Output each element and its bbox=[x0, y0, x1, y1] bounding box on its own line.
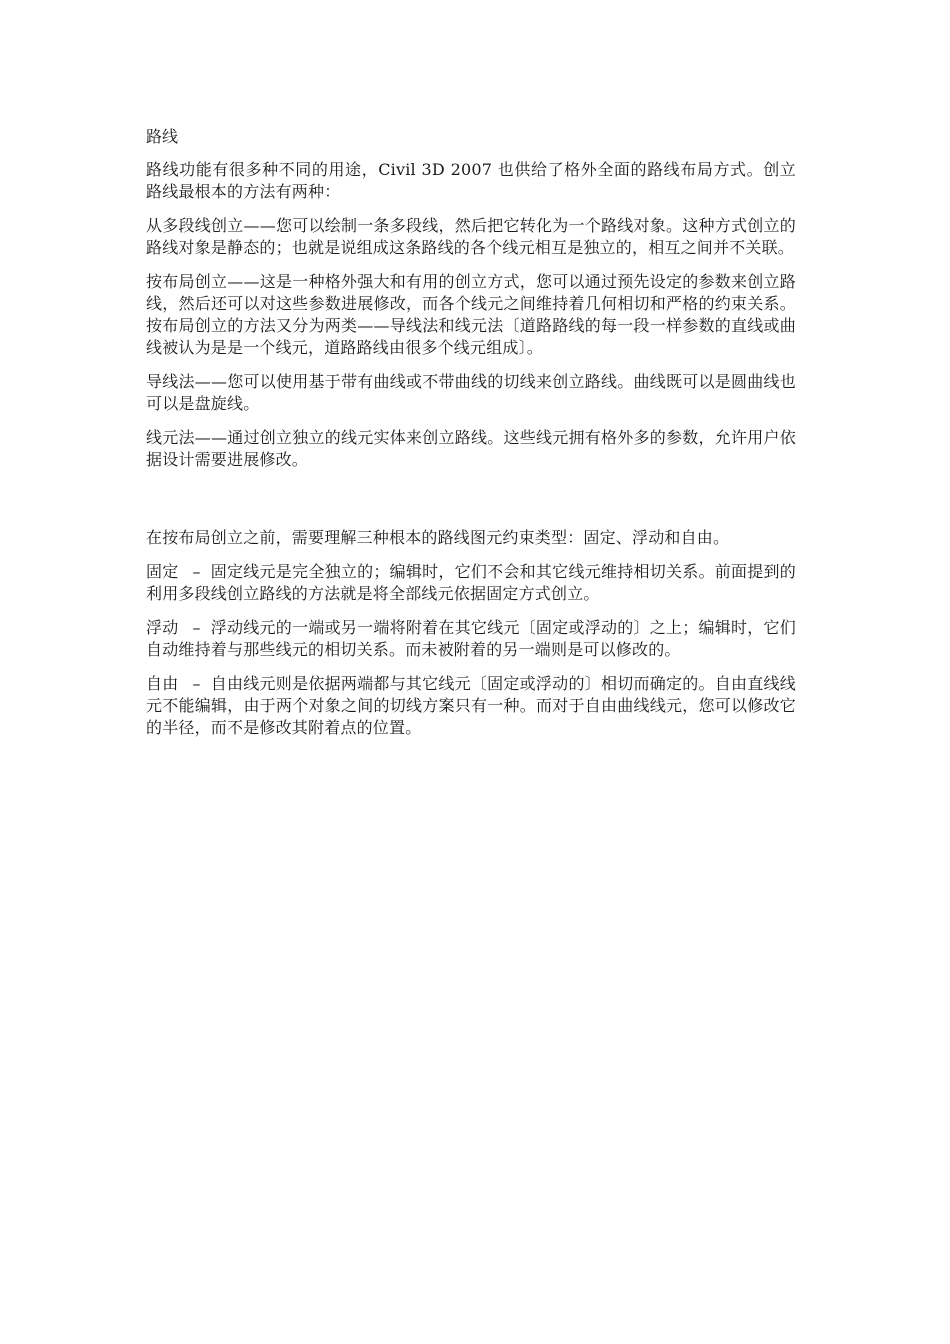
constraint-dash: – bbox=[192, 618, 201, 637]
constraint-term: 浮动 bbox=[146, 618, 179, 637]
section-gap bbox=[146, 483, 796, 527]
constraint-paragraph-fixed bbox=[146, 561, 796, 605]
constraint-description: 自由线元则是依据两端都与其它线元〔固定或浮动的〕相切而确定的。自由直线线元不能编辑，由于两个对象之间的切线方案只有一种。而对于自由曲线线元，您可以修改它的半径，而不是修改其附着点的位置。 bbox=[146, 674, 796, 737]
constraint-dash: – bbox=[192, 674, 201, 693]
constraint-term: 自由 bbox=[146, 674, 179, 693]
method-paragraph-polyline: 从多段线创立——您可以绘制一条多段线，然后把它转化为一个路线对象。这种方式创立的路线对象是静态的；也就是说组成这条路线的各个线元相互是独立的，相互之间并不关联。 bbox=[146, 216, 796, 257]
method-paragraph-layout: 按布局创立——这是一种格外强大和有用的创立方式，您可以通过预先设定的参数来创立路线，然后还可以对这些参数进展修改，而各个线元之间维持着几何相切和严格的约束关系。按布局创立的方法又分为两类——导线法和线元法〔道路路线的每一段一样参数的直线或曲线被认为是是一个线元，道路路线由很多个线元组成〕。 bbox=[146, 272, 796, 357]
page-title: 路线 bbox=[146, 127, 179, 146]
constraint-paragraph-floating bbox=[146, 617, 796, 661]
intro-paragraph: 路线功能有很多种不同的用途，Civil 3D 2007 也供给了格外全面的路线布局方式。创立路线最根本的方法有两种： bbox=[146, 160, 796, 201]
constraint-term: 固定 bbox=[146, 562, 179, 581]
constraint-dash: – bbox=[192, 562, 201, 581]
document-body bbox=[146, 126, 796, 751]
constraint-description: 浮动线元的一端或另一端将附着在其它线元〔固定或浮动的〕之上；编辑时，它们自动维持着与那些线元的相切关系。而未被附着的另一端则是可以修改的。 bbox=[146, 618, 796, 659]
constraint-description: 固定线元是完全独立的；编辑时，它们不会和其它线元维持相切关系。前面提到的利用多段线创立路线的方法就是将全部线元依据固定方式创立。 bbox=[146, 562, 796, 603]
method-paragraph-pi-based: 导线法——您可以使用基于带有曲线或不带曲线的切线来创立路线。曲线既可以是圆曲线也可以是盘旋线。 bbox=[146, 372, 796, 413]
constraints-intro-paragraph: 在按布局创立之前，需要理解三种根本的路线图元约束类型：固定、浮动和自由。 bbox=[146, 528, 730, 547]
constraint-paragraph-free bbox=[146, 673, 796, 739]
method-paragraph-element-based: 线元法——通过创立独立的线元实体来创立路线。这些线元拥有格外多的参数，允许用户依据设计需要进展修改。 bbox=[146, 428, 796, 469]
